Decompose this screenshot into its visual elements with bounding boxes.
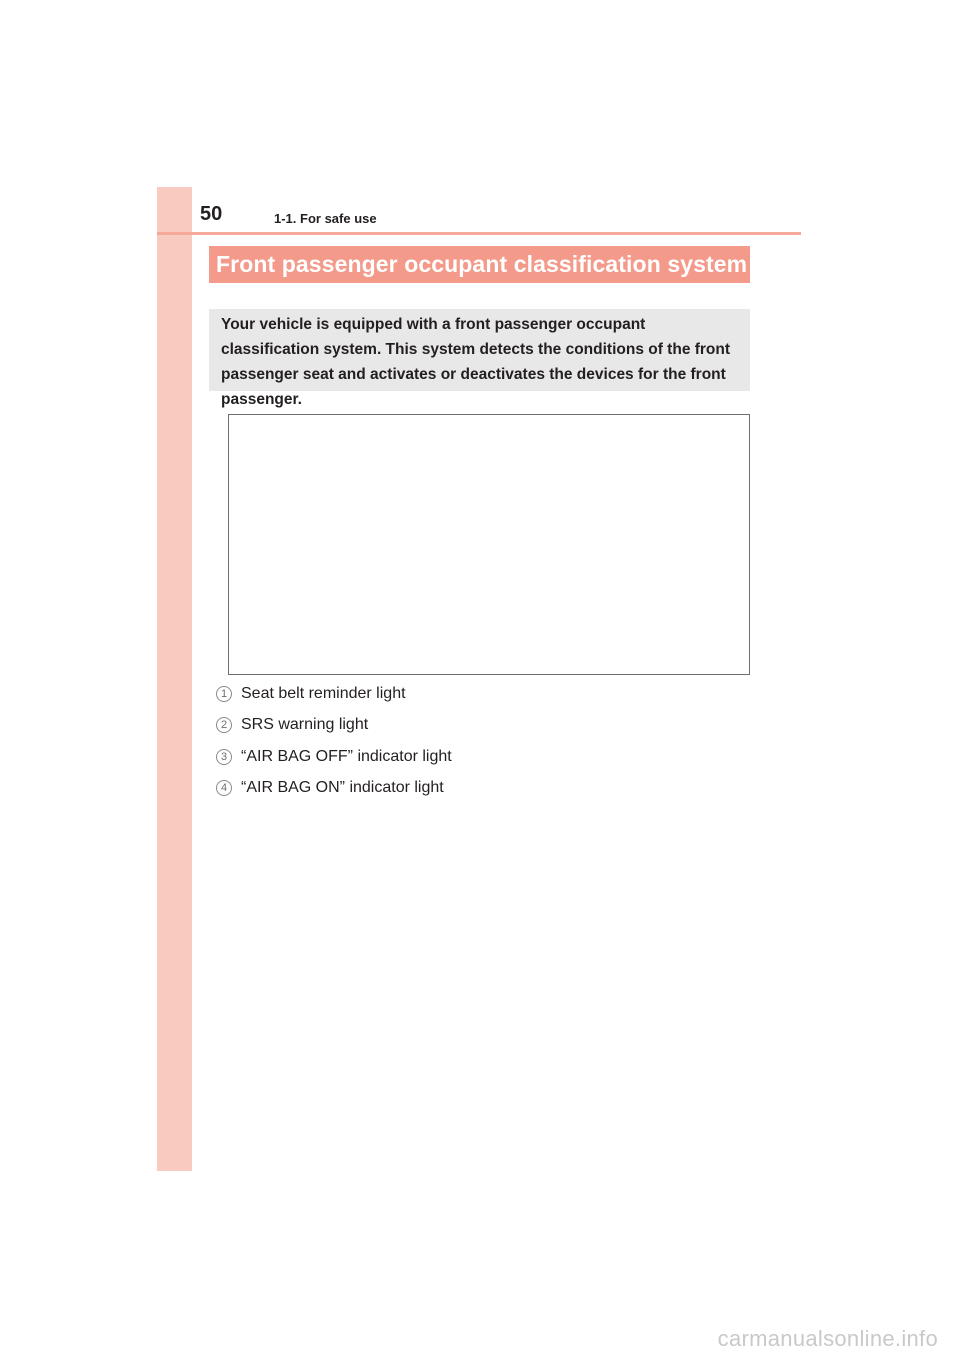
- section-title-bar: [209, 246, 750, 283]
- side-band: [157, 187, 192, 1171]
- legend-label: “AIR BAG OFF” indicator light: [241, 747, 452, 765]
- watermark: carmanualsonline.info: [717, 1326, 938, 1351]
- intro-text: Your vehicle is equipped with a front passenger occupant classification system. This system detects the conditions of the front passenger seat and activates or deactivates the devices for the front passenger.: [221, 316, 731, 408]
- legend-list: [216, 678, 452, 804]
- legend-item: [216, 710, 452, 742]
- legend-number-icon: 2: [216, 717, 232, 733]
- legend-item: [216, 741, 452, 773]
- section-label: 1-1. For safe use: [274, 211, 377, 226]
- legend-number-icon: 1: [216, 686, 232, 702]
- legend-item: [216, 773, 452, 805]
- legend-label: “AIR BAG ON” indicator light: [241, 779, 444, 797]
- section-title: Front passenger occupant classification system: [216, 251, 748, 277]
- page-number: 50: [200, 203, 223, 225]
- illustration-frame: [228, 414, 750, 675]
- header-rule: [157, 232, 801, 235]
- legend-label: SRS warning light: [241, 716, 369, 734]
- legend-label: Seat belt reminder light: [241, 684, 406, 702]
- intro-box: [209, 309, 750, 408]
- legend-number-icon: 4: [216, 780, 232, 796]
- legend-item: [216, 678, 452, 710]
- legend-number-icon: 3: [216, 749, 232, 765]
